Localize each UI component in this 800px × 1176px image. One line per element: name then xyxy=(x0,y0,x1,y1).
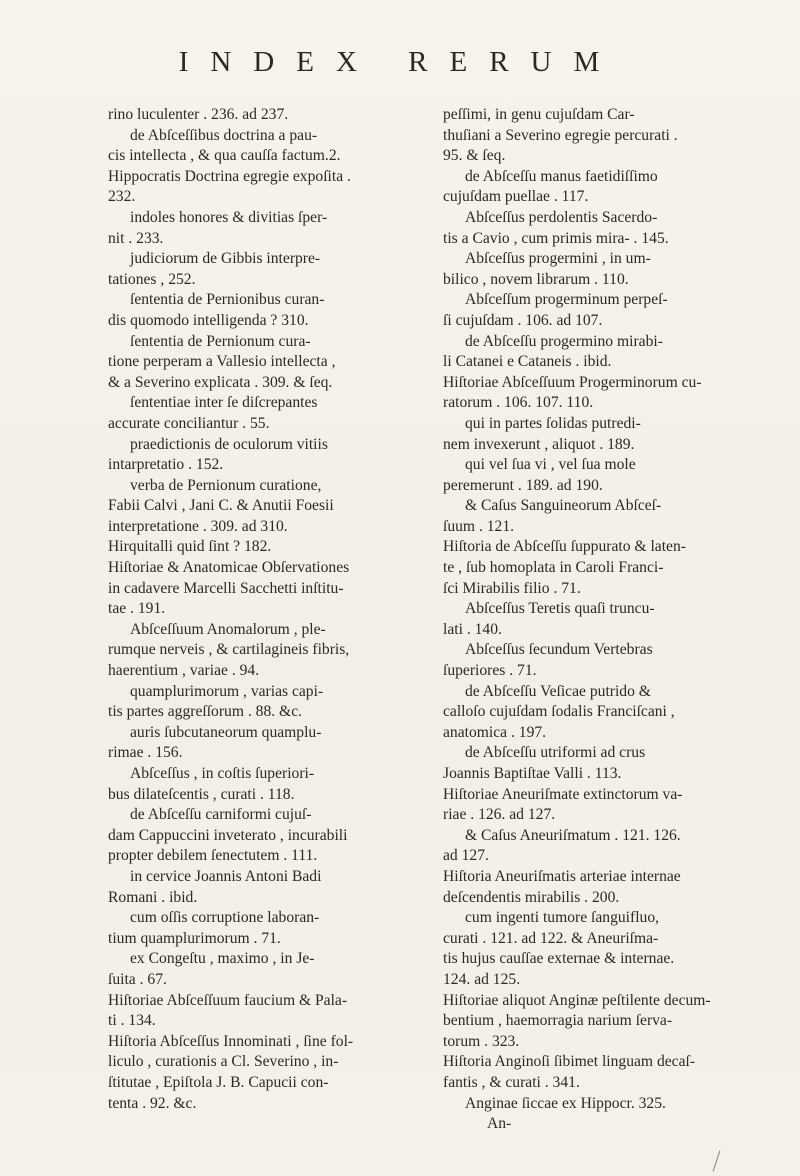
right-index-line: Anginae ſiccae ex Hippocr. 325. xyxy=(465,1094,666,1112)
right-index-line: ſuum . 121. xyxy=(443,517,515,535)
right-index-line: peremerunt . 189. ad 190. xyxy=(443,476,603,494)
right-index-line: An- xyxy=(487,1115,512,1133)
left-index-line: ſententia de Pernionum cura- xyxy=(130,332,311,350)
left-index-line: ex Congeſtu , maximo , in Je- xyxy=(130,950,315,968)
right-index-line: & Caſus Aneuriſmatum . 121. 126. xyxy=(465,826,681,844)
right-index-line: lati . 140. xyxy=(443,620,502,638)
left-index-line: ti . 134. xyxy=(108,1012,156,1030)
right-index-line: curati . 121. ad 122. & Aneuriſma- xyxy=(443,929,659,947)
right-index-line: Hiſtoriae Aneuriſmate extinctorum va- xyxy=(443,785,683,803)
left-index-line: rimae . 156. xyxy=(108,744,183,762)
right-index-line: Hiſtoria Aneuriſmatis arteriae internae xyxy=(443,867,681,885)
left-index-line: rumque nerveis , & cartilagineis fibris, xyxy=(108,641,350,659)
right-index-line: Hiſtoriae Abſceſſuum Progerminorum cu- xyxy=(443,373,702,391)
left-index-line: praedictionis de oculorum vitiis xyxy=(130,435,328,453)
right-column xyxy=(443,105,765,1135)
right-index-line: & Caſus Sanguineorum Abſceſ- xyxy=(465,497,662,515)
left-index-line: in cervice Joannis Antoni Badi xyxy=(130,867,322,885)
left-index-line: ſententia de Pernionibus curan- xyxy=(130,291,325,309)
left-index-line: tione perperam a Vallesio intellecta , xyxy=(108,353,336,371)
right-index-line: thuſiani a Severino egregie percurati . xyxy=(443,126,678,144)
left-index-line: Abſceſſus , in coſtis ſuperiori- xyxy=(130,765,315,782)
right-index-line: Abſceſſus progermini , in um- xyxy=(465,250,651,268)
right-index-line: cum ingenti tumore ſanguifluo, xyxy=(465,909,660,927)
right-index-line: te , ſub homoplata in Caroli Franci- xyxy=(443,559,664,577)
left-index-line: 232. xyxy=(108,188,136,206)
left-index-line: cis intellecta , & qua cauſſa factum.2. xyxy=(108,147,341,165)
right-index-line: de Abſceſſu progermino mirabi- xyxy=(465,332,663,350)
left-index-line: ſuita . 67. xyxy=(108,970,167,988)
left-index-line: auris ſubcutaneorum quamplu- xyxy=(130,723,322,741)
right-index-line: calloſo cujuſdam ſodalis Franciſcani , xyxy=(443,703,675,721)
right-index-line: Abſceſſus perdolentis Sacerdo- xyxy=(465,208,658,226)
left-index-line: propter debilem ſenectutem . 111. xyxy=(108,847,318,865)
left-index-line: & a Severino explicata . 309. & ſeq. xyxy=(108,373,333,391)
left-index-line: de Abſceſſu carniformi cujuſ- xyxy=(130,806,312,824)
right-index-line: tis hujus cauſſae externae & internae. xyxy=(443,950,675,968)
right-index-line: peſſimi, in genu cujuſdam Car- xyxy=(443,106,635,123)
left-column xyxy=(108,105,426,1114)
left-index-line: Hiſtoriae Abſceſſuum faucium & Pala- xyxy=(108,991,348,1009)
page-mark xyxy=(713,1150,721,1171)
left-index-line: bus dilateſcentis , curati . 118. xyxy=(108,785,295,803)
right-index-line: li Catanei e Cataneis . ibid. xyxy=(443,353,612,371)
left-index-line: Fabii Calvi , Jani C. & Anutii Foesii xyxy=(108,497,334,515)
right-index-line: Abſceſſus ſecundum Vertebras xyxy=(465,641,653,659)
right-index-line: deſcendentis mirabilis . 200. xyxy=(443,888,620,906)
right-index-line: tis a Cavio , cum primis mira- . 145. xyxy=(443,229,669,247)
right-index-line: de Abſceſſu manus faetidiſſimo xyxy=(465,167,658,185)
right-index-line: bentium , haemorragia narium ſerva- xyxy=(443,1012,673,1030)
left-index-line: dis quomodo intelligenda ? 310. xyxy=(108,311,309,329)
left-index-line: ſententiae inter ſe diſcrepantes xyxy=(130,394,318,412)
right-index-line: cujuſdam puellae . 117. xyxy=(443,188,589,206)
right-index-line: fantis , & curati . 341. xyxy=(443,1073,580,1091)
left-index-line: rino luculenter . 236. ad 237. xyxy=(108,106,289,123)
left-index-line: ſtitutae , Epiſtola J. B. Capucii con- xyxy=(108,1073,329,1091)
left-index-line: haerentium , variae . 94. xyxy=(108,662,260,680)
left-index-line: tium quamplurimorum . 71. xyxy=(108,929,281,947)
left-index-line: de Abſceſſibus doctrina a pau- xyxy=(130,126,318,144)
right-index-line: torum . 323. xyxy=(443,1032,520,1050)
left-index-line: tationes , 252. xyxy=(108,270,196,288)
left-index-line: Hiſtoriae & Anatomicae Obſervationes xyxy=(108,559,350,577)
left-index-line: verba de Pernionum curatione, xyxy=(130,476,322,494)
right-index-line: ſuperiores . 71. xyxy=(443,662,537,680)
right-index-line: de Abſceſſu utriformi ad crus xyxy=(465,744,646,762)
left-index-line: Abſceſſuum Anomalorum , ple- xyxy=(130,620,326,638)
left-index-line: Hippocratis Doctrina egregie expoſita . xyxy=(108,167,351,185)
right-index-line: Abſceſſus Teretis quaſi truncu- xyxy=(465,600,655,618)
right-index-line: anatomica . 197. xyxy=(443,723,547,741)
right-index-line: Hiſtoriae aliquot Anginæ peſtilente decum- xyxy=(443,991,711,1009)
left-index-line: accurate conciliantur . 55. xyxy=(108,414,270,432)
left-index-line: in cadavere Marcelli Sacchetti inſtitu- xyxy=(108,579,344,597)
left-index-line: liculo , curationis a Cl. Severino , in- xyxy=(108,1053,339,1071)
right-index-line: nem invexerunt , aliquot . 189. xyxy=(443,435,635,453)
left-index-line: intarpretatio . 152. xyxy=(108,456,224,474)
right-index-line: qui in partes ſolidas putredi- xyxy=(465,414,641,432)
left-index-line: judiciorum de Gibbis interpre- xyxy=(130,250,321,268)
left-index-line: tae . 191. xyxy=(108,600,166,618)
right-index-line: riae . 126. ad 127. xyxy=(443,806,556,824)
left-index-line: interpretatione . 309. ad 310. xyxy=(108,517,288,535)
right-index-line: de Abſceſſu Veſicae putrido & xyxy=(465,682,651,700)
left-index-line: cum oſſis corruptione laboran- xyxy=(130,909,320,927)
right-index-line: ſi cujuſdam . 106. ad 107. xyxy=(443,311,603,329)
left-index-line: nit . 233. xyxy=(108,229,164,247)
left-index-line: Romani . ibid. xyxy=(108,888,198,906)
left-index-line: dam Cappuccini inveterato , incurabili xyxy=(108,826,348,844)
left-index-line: Hiſtoria Abſceſſus Innominati , ſine fol- xyxy=(108,1032,354,1050)
right-index-line: 124. ad 125. xyxy=(443,970,521,988)
right-index-line: 95. & ſeq. xyxy=(443,147,506,165)
left-index-line: tis partes aggreſſorum . 88. &c. xyxy=(108,703,303,721)
left-index-line: Hirquitalli quid ſint ? 182. xyxy=(108,538,272,556)
right-index-line: bilico , novem librarum . 110. xyxy=(443,270,629,288)
left-index-line: tenta . 92. &c. xyxy=(108,1094,197,1112)
right-index-line: ad 127. xyxy=(443,847,489,865)
running-header: INDEX RERUM xyxy=(178,46,622,78)
left-index-line: indoles honores & divitias ſper- xyxy=(130,208,328,226)
right-index-line: Hiſtoria de Abſceſſu ſuppurato & laten- xyxy=(443,538,686,556)
right-index-line: ſci Mirabilis filio . 71. xyxy=(443,579,581,597)
right-index-line: Abſceſſum progerminum perpeſ- xyxy=(465,291,668,309)
right-index-line: ratorum . 106. 107. 110. xyxy=(443,394,594,412)
right-index-line: Hiſtoria Anginoſi ſibimet linguam decaſ- xyxy=(443,1053,696,1071)
left-index-line: quamplurimorum , varias capi- xyxy=(130,682,324,700)
right-index-line: qui vel ſua vi , vel ſua mole xyxy=(465,456,636,474)
right-index-line: Joannis Baptiſtae Valli . 113. xyxy=(443,765,622,782)
